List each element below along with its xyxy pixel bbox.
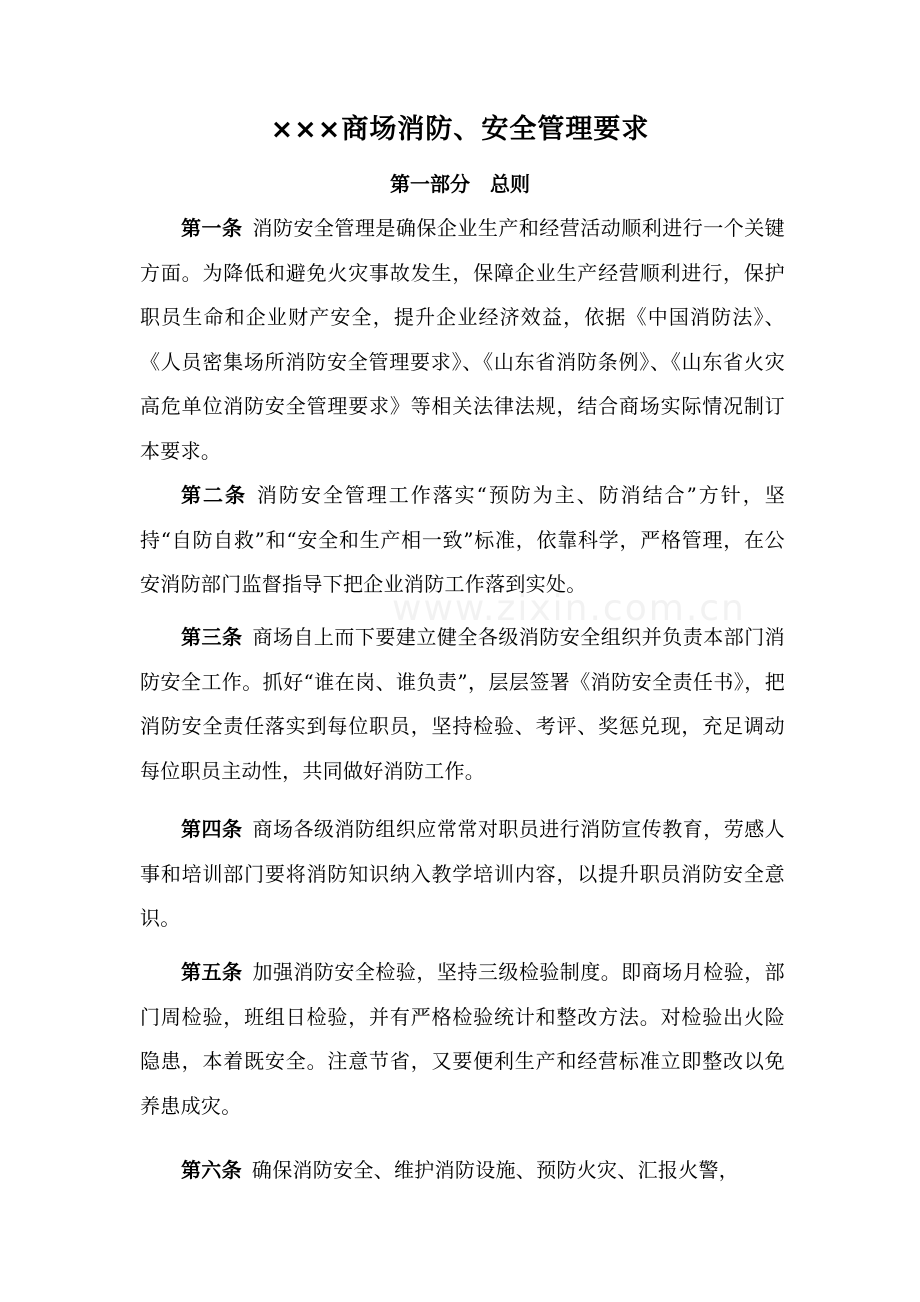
article-4 <box>140 807 785 941</box>
article-2 <box>140 473 785 607</box>
article-3-label: 第三条 <box>181 625 243 649</box>
article-3-text: 商场自上而下要建立健全各级消防安全组织并负责本部门消防安全工作。抓好“谁在岗、谁负责”，层层签署《消防安全责任书》，把消防安全责任落实到每位职员，坚持检验、考评、奖惩兑现，充足调动每位职员主动性，共同做好消防工作。 <box>140 625 785 783</box>
document-title: ×××商场消防、安全管理要求 <box>270 114 650 145</box>
article-5 <box>140 950 785 1128</box>
article-1-text: 消防安全管理是确保企业生产和经营活动顺利进行一个关键方面。为降低和避免火灾事故发生，保障企业生产经营顺利进行，保护职员生命和企业财产安全，提升企业经济效益，依据《中国消防法》、《人员密集场所消防安全管理要求》、《山东省消防条例》、《山东省火灾高危单位消防安全管理要求》等相关法律法规，结合商场实际情况制订本要求。 <box>140 216 785 463</box>
article-3 <box>140 615 785 793</box>
watermark-text: www.zixin.com.cn <box>392 588 746 629</box>
article-6 <box>140 1148 785 1193</box>
article-4-label: 第四条 <box>181 817 243 841</box>
article-1 <box>140 206 785 473</box>
article-6-text: 确保消防安全、维护消防设施、预防火灾、汇报火警， <box>251 1158 740 1182</box>
article-2-label: 第二条 <box>181 483 247 507</box>
part-heading: 第一部分 总则 <box>390 172 530 196</box>
article-4-text: 商场各级消防组织应常常对职员进行消防宣传教育，劳感人事和培训部门要将消防知识纳入教学培训内容，以提升职员消防安全意识。 <box>140 817 785 930</box>
article-5-text: 加强消防安全检验，坚持三级检验制度。即商场月检验，部门周检验，班组日检验，并有严格检验统计和整改方法。对检验出火险隐患，本着既安全。注意节省，又要便利生产和经营标准立即整改以免养患成灾。 <box>140 960 785 1118</box>
article-5-label: 第五条 <box>181 960 243 984</box>
article-6-label: 第六条 <box>181 1158 242 1182</box>
article-2-text: 消防安全管理工作落实“预防为主、防消结合”方针，坚持“自防自救”和“安全和生产相一致”标准，依靠科学，严格管理，在公安消防部门监督指导下把企业消防工作落到实处。 <box>140 483 785 596</box>
article-1-label: 第一条 <box>181 216 243 240</box>
